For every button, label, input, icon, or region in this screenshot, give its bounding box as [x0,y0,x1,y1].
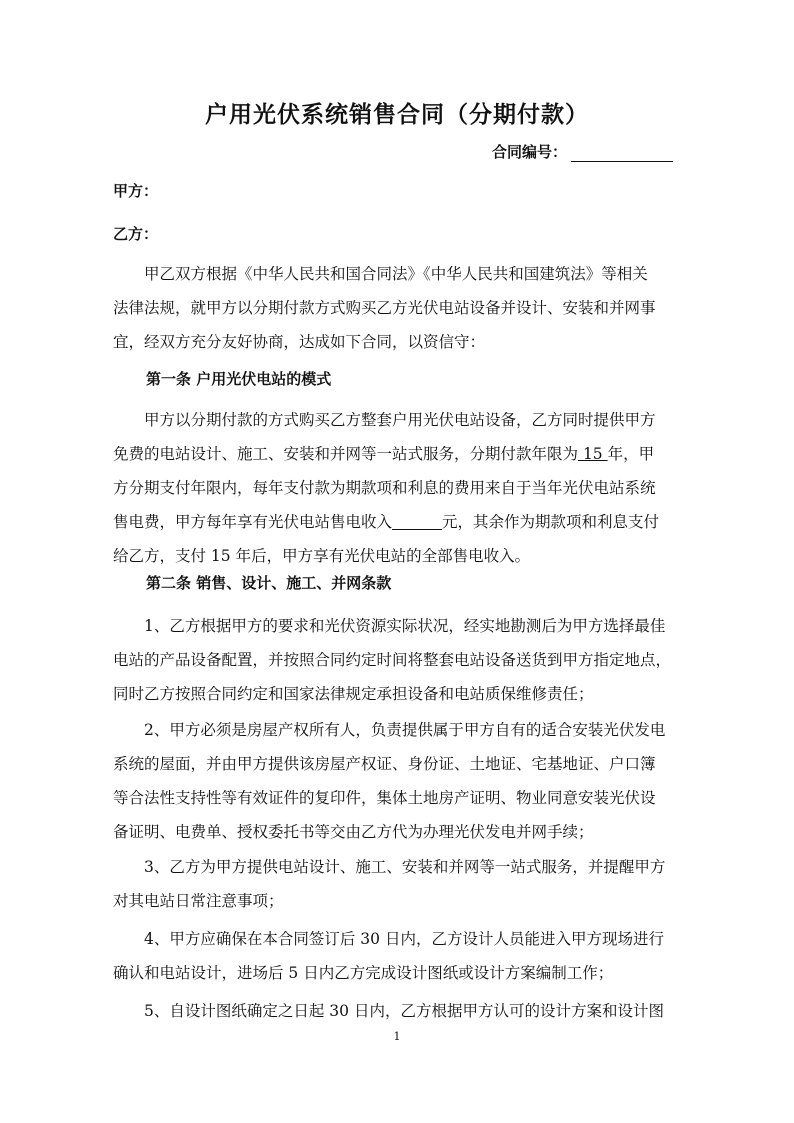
article-1-line [113,437,681,471]
income-blank [392,511,442,530]
item-line: 等合法性支持性等有效证件的复印件，集体土地房产证明、物业同意安装光伏设 [113,789,656,807]
article-2-item-4 [113,922,681,990]
item-line: 3、乙方为甲方提供电站设计、施工、安装和并网等一站式服务，并提醒甲方 [144,858,666,876]
item-line: 对其电站日常注意事项； [113,892,284,910]
intro-line: 宜，经双方充分友好协商，达成如下合同，以资信守： [113,333,486,351]
item-line: 备证明、电费单、授权委托书等交由乙方代为办理光伏发电并网手续； [113,823,594,841]
article-2-heading: 第二条 销售、设计、施工、并网条款 [146,574,392,592]
article-1-line: 给乙方，支付 15 年后，甲方享有光伏电站的全部售电收入。 [113,547,531,565]
article-1-line: 方分期支付年限内，每年支付款为期款项和利息的费用来自于当年光伏电站系统 [113,479,656,497]
item-line: 4、甲方应确保在本合同签订后 30 日内，乙方设计人员能进入甲方现场进行 [144,930,664,948]
article-2-item-5 [113,994,681,1028]
article-2 [113,566,681,600]
party-b-label: 乙方： [113,225,159,243]
article-1-line [113,505,681,539]
text-span: 元，其余作为期款项和利息支付 [442,513,660,531]
page-number: 1 [393,1030,401,1043]
article-1-body [113,403,681,573]
item-line: 1、乙方根据甲方的要求和光伏资源实际状况，经实地勘测后为甲方选择最佳 [144,617,666,635]
article-2-item-1 [113,609,681,711]
item-line: 同时乙方按照合同约定和国家法律规定承担设备和电站质保维修责任； [113,685,594,703]
item-line: 确认和电站设计，进场后 5 日内乙方完成设计图纸或设计方案编制工作； [113,964,614,982]
intro-line: 法律法规，就甲方以分期付款方式购买乙方光伏电站设备并设计、安装和并网事 [113,299,656,317]
article-1-heading: 第一条 户用光伏电站的模式 [146,370,332,388]
article-2-item-3 [113,850,681,918]
party-a-label: 甲方： [113,182,159,200]
item-line: 电站的产品设备配置，并按照合同约定时间将整套电站设备送货到甲方指定地点， [113,651,672,669]
text-span: 年，甲 [607,445,655,463]
text-span: 免费的电站设计、施工、安装和并网等一站式服务，分期付款年限为 [113,445,579,463]
intro-paragraph [113,257,681,359]
item-line: 2、甲方必须是房屋产权所有人，负责提供属于甲方自有的适合安装光伏发电 [144,721,666,739]
article-2-item-2 [113,713,681,849]
installment-years: 15 [578,445,608,463]
article-1-line: 甲方以分期付款的方式购买乙方整套户用光伏电站设备，乙方同时提供甲方 [144,411,656,429]
contract-number [492,141,673,162]
text-span: 售电费，甲方每年享有光伏电站售电收入 [113,513,393,531]
contract-number-label: 合同编号： [492,143,568,161]
document-title: 户用光伏系统销售合同（分期付款） [205,101,589,128]
intro-line: 甲乙双方根据《中华人民共和国合同法》《中华人民共和国建筑法》等相关 [144,265,648,283]
article-1 [113,362,681,396]
item-line: 系统的屋面，并由甲方提供该房屋产权证、身份证、土地证、宅基地证、户口簿 [113,755,656,773]
item-line: 5、自设计图纸确定之日起 30 日内，乙方根据甲方认可的设计方案和设计图 [144,1002,664,1020]
contract-number-blank [571,147,673,162]
